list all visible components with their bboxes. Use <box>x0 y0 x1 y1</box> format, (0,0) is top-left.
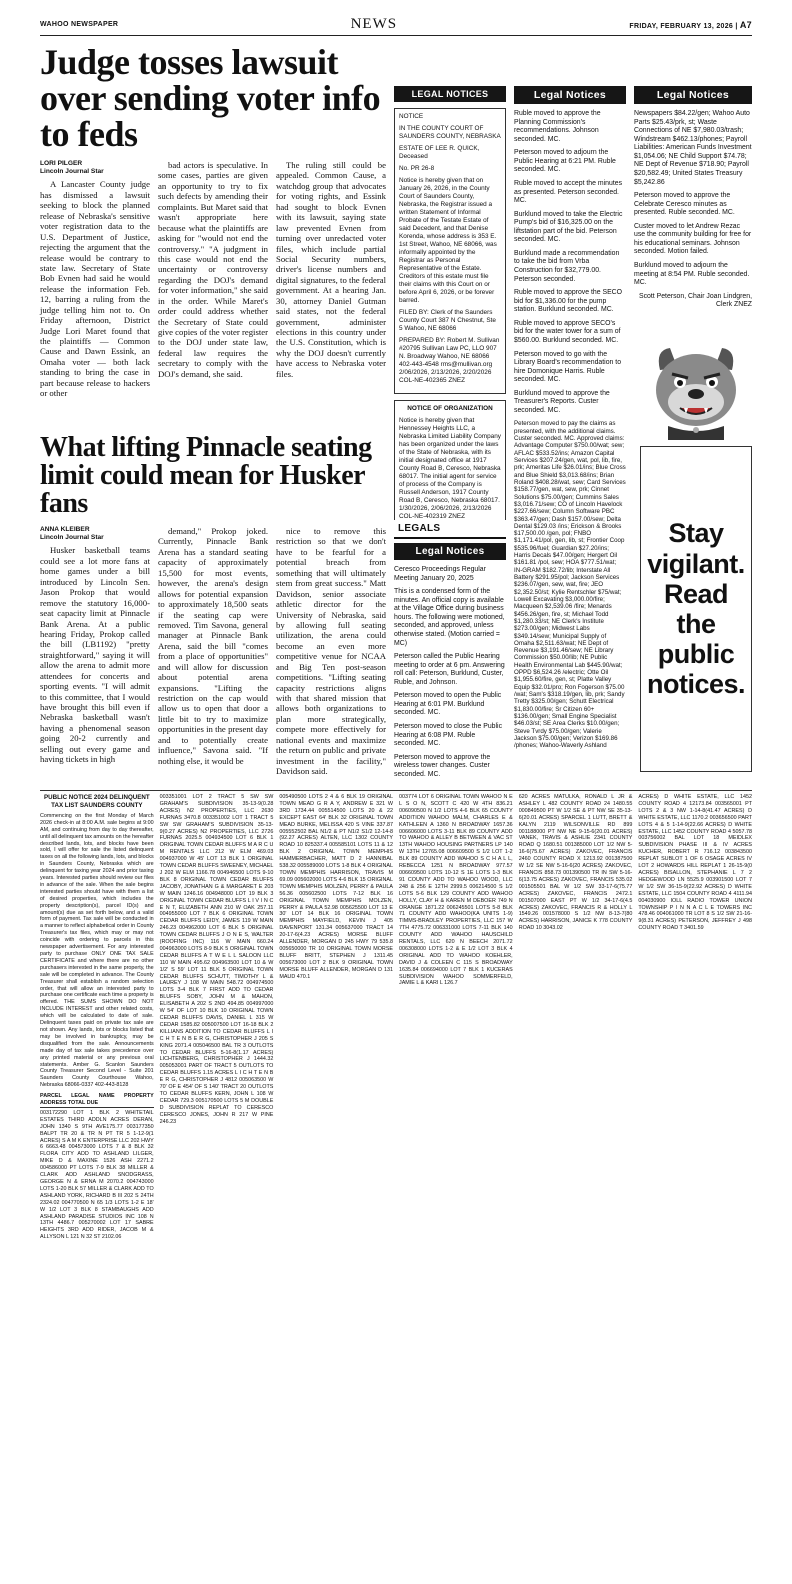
story1-headline[interactable]: Judge tosses lawsuit over sending voter info to feds <box>40 42 381 154</box>
story1-byline-name: LORI PILGER <box>40 160 83 167</box>
legals-header: Legal Notices <box>394 543 506 560</box>
story1-col2: bad actors is speculative. In some cases, parties are given an opportunity to try to fix such defects by amending their complaints. But Maret said that wasn't appropriate here because what the plaintiffs are asking for "would not end the controversy." "A judgment in this case would not end the uncertainty or controversy regarding the DOJ's demand for voter information," she said in the order. While Maret's order could address whether the Secretary of State could give copies of the voter register to the DOJ under state law, federal law requires the secretary to comply with the DOJ's demand, she said. <box>158 160 268 379</box>
story2-col2: demand," Prokop joked. Currently, Pinnacle Bank Arena has a standard seating capacity of approximately 15,500 for most events, however, the arena's design allows for potential expansion to approximately 18,500 seats if the seating cap were removed. Tim Savona, general manager at Pinnacle Bank Arena, said the bill "comes from a place of opportunities" and will allow for discussion about potential arena expansions. "Lifting the restriction on the cap would allow us to open that door a little bit to try to maximize opportunities in the present day and to potentially create influence," Savona said. "If nothing else, it would be <box>158 526 268 766</box>
delinquent-tax-list <box>40 794 752 1576</box>
tax-list-col1: PUBLIC NOTICE 2024 DELINQUENT TAX LIST SAUNDERS COUNTY Commencing on the first Monday of March 2026 check-in at 8:00 A.M. sale begins at 9:00 AM, and continuing from day to day thereafter, until all delinquent tax amounts on the hereafter described lands, lots, and blocks have been sold, I will offer for sale the listed delinquent taxes on all the following lands, lots, and blocks in Saunders County, Nebraska which are delinquent for taxing year 2024 and prior taxing years. Interested parties should review our files in advance of the sale. When the sale begins interested parties should have with them a list of desired properties, which includes the property description(s), parcel ID(s) and amount(s) due as set forth below, and a valid form of payment. Tax sale will be conducted in a manner to reflect alphabetical order in County Treasurer's tax files, which may or may not coincide with ordering to parcels in this newspaper advertisement. For any interested party to purchase ONLY ONE TAX SALE CERTIFICATE and where there are no other purchasers interested in the same property, the sale will be completed in advance. The County Treasurer shall establish a random selection order, that will allow an interested party to purchase one certificate each time a property is offered. THE SUMS SHOWN DO NOT INCLUDE INTEREST and other related costs, which will be calculated to date of sale. Delinquent taxes paid on private tax sale are not shown. Any lands, lots or blocks listed that may be involved in bankruptcy, may be disqualified from the sale. Announcements made day of tax sale takes precedence over any printed material or any previous oral statements. Amber G. Scanlon Saunders County Treasurer Second Level - Suite 201 Saunders County Courthouse Wahoo, Nebraska 68066-0337 402-443-8128 PARCEL LEGAL NAME PROPERTY ADDRESS TOTAL DUE 003172290 LOT 1 BLK 2 WHITETAIL ESTATES THIRD ADDLN ACRES DERAN, JOHN 1340 S 9TH AVE175.77 003177350 BALPT TR 20 & TR N PT TR 5 1-12-9(1 ACRES) S A M K ENTERPRISE LLC 202 HWY 6 6663.48 004573000 LOTS 7 & 8 BLK 32 FLORA CITY ADD TO ASHLAND LILGER, MIKE D & MAXINE 1526 ASH 2271.2 004586000 PT LOTS 7-9 BLK 38 MILLER & CLARK ADD ASHLAND SNODGRASS, GEORGE N & ERNA M 2070.2 004743000 LOTS 1-20 BLK 57 MILLER & CLARK ADD TO ASHLAND YORK, RICHARD B III 202 S 24TH 2324.02 004770500 N 65 1/3 LOTS 1-2 E 18' W 1/2 LOT 3 BLK 8 STAMBAUGHS ADD ASHLAND PARADISE STUDIOS INC 108 N 13TH 4486.7 005270002 LOT 17 SABRE HEIGHTS 3RD ADD RIDER, JACOB M & ALLYSON L 121 N 32 ST 2102.06 <box>40 794 154 1241</box>
story2-headline[interactable]: What lifting Pinnacle seating limit could mean for Husker fans <box>40 432 372 519</box>
legals-tag: LEGALS <box>394 520 506 539</box>
tax-list-title: PUBLIC NOTICE 2024 DELINQUENT TAX LIST SAUNDERS COUNTY <box>44 794 150 809</box>
parcel-header: PARCEL LEGAL NAME PROPERTY ADDRESS TOTAL DUE <box>40 1093 154 1107</box>
public-notices-promo[interactable]: Stay vigilant. Read the public notices. <box>640 446 752 772</box>
legal-notices-header-2: Legal Notices <box>514 86 626 104</box>
story1-col1 <box>40 160 150 399</box>
story1-byline-org: Lincoln Journal Star <box>40 168 104 176</box>
story2-byline-name: ANNA KLEIBER <box>40 526 90 533</box>
masthead-left: WAHOO NEWSPAPER <box>40 21 119 28</box>
legals-lower <box>394 520 506 784</box>
story2-col1: ANNA KLEIBER Lincoln Journal Star Husker basketball teams could see a lot more fans at home games under a bill introduced by Lincoln Sen. Jason Prokop that would remove the statutory 16,000-seat capacity limit at Pinnacle Bank Arena. At a public hearing Friday, Prokop called the bill (LB1192) "pretty straightforward," saying it will allow the arena to admit more attendees for concerts and sporting events. "I will admit to this committee, that I would have brought this bill even if Nebraska basketball wasn't having a phenomenal season going 20-2 currently and selling out every game and having tickets in high <box>40 526 150 765</box>
section-title: NEWS <box>350 16 398 32</box>
date-page: FRIDAY, FEBRUARY 13, 2026 | A7 <box>629 19 752 30</box>
story1-col3: The ruling still could be appealed. Common Cause, a watchdog group that advocates for voting rights, and Essink had sought to block Evnen with its lawsuit, saying state law prevented Evnen from turning over unredacted voter files, which include partial Social Security numbers, driver's license numbers and digital signatures, to the federal government. At a hearing Jan. 30, attorney Daniel Gutman said states, not the federal government, administer elections in this country under the U.S. Constitution, which is why the DOJ doesn't currently have access to Nebraska voter files. <box>276 160 386 379</box>
ceresco-proceedings: Ceresco Proceedings Regular Meeting January 20, 2025 This is a condensed form of the minutes. An official copy is available at the Village Office during business hours. The following were motioned, seconded, and approved, unless otherwise stated. (Motion carried = MC) Peterson called the Public Hearing meeting to order at 6 pm. Answering roll call: Peterson, Burklund, Custer, Ruble, and Johnson. Peterson moved to open the Public Hearing at 6:01 PM. Burklund seconded. MC. Peterson moved to close the Public Hearing at 6:08 PM. Ruble seconded. MC. Peterson moved to approve the wireless tower changes. Custer seconded. MC. <box>394 566 505 778</box>
tax-list-col2: 003351001 LOT 2 TRACT 5 SW SW GRAHAM'S SUBDIVISION 35-13-9(0.28 ACRES) N2 PROPERTIES, LLC 2630 FURNAS 3470.8 003351002 LOT 1 TRACT 5 SW SW GRAHAM'S SUBDIVISION 35-13-9(0.27 ACRES) N2 PROPERTIES, LLC 2726 FURNAS 2025.5 004934500 LOT 6 BLK 1 ORIGINAL TOWN CEDAR BLUFFS M A R C U M RENTALS LLC 212 W ELM 469.03 004937000 W 45' LOT 13 BLK 1 ORIGINAL TOWN CEDAR BLUFFS SWEENEY, MICHAEL J 202 W ELM 1166.78 004946500 LOTS 9-10 BLK 8 ORIGINAL TOWN CEDAR BLUFFS JACOBY, JONATHAN G & MARGARET E 203 W MAIN 1246.16 004948000 LOT 19 BLK 3 ORIGINAL TOWN CEDAR BLUFFS L I V I N C E N T, ELIZABETH ANN 210 W OAK 257.11 004955000 LOT 7 BLK 6 ORIGINAL TOWN CEDAR BLUFFS LEIDY, JAMES 119 W MAIN 246.23 004962000 LOT 6 BLK 5 ORIGINAL TOWN CEDAR BLUFFS J O N E S, WALTER (ROOFING INC) 116 W MAIN 660.24 004963000 LOTS 8-9 BLK 5 ORIGINAL TOWN CEDAR BLUFFS A T W E L L SALOON LLC 110 W MAIN 495.62 004963500 LOT 10 & W 1/2' S 59' LOT 11 BLK 5 ORIGINAL TOWN CEDAR BLUFFS SCHUTT, TIMOTHY L & LAUREY J 108 W MAIN 548.72 004974500 LOTS 3-4 BLK 7 FIRST ADD TO CEDAR BLUFFS SOBY, JOHN M & MAHON, ELISABETH A 202 S 2ND 494.85 004997000 W 54' OF LOT 10 BLK 10 ORIGINAL TOWN CEDAR BLUFFS DAVIS, DANIEL L 315 W CEDAR 1585.82 005007500 LOT 16-18 BLK 2 KILLIANS ADDITION TO CEDAR BLUFFS L I C H T E N B E R G, CHRISTOPHER J 205 S KING 2071.4 005046500 BAL TR 3 OUTLOTS TO CEDAR BLUFFS 5-16-8(1.17 ACRES) LICHTENBERG, CHRISTOPHER J 1444.32 005053001 PART OF TRACT 5 OUTLOTS TO CEDAR BLUFFS 1.15 ACRES L I C H T E N B E R G, CHRISTOPHER J 4812 005063500 W 70' OF E 454' OF S 140' TRACT 20 OUTLOTS TO CEDAR BLUFFS KERN, JOHN L 108 W CEDAR 729.3 005170500 LOTS 5 M DOUBLE D SUBDIVISION REPLAT TO CERESCO CERESCO JONES, JOHN R 217 W PINE 246.23 <box>159 794 274 1125</box>
bulldog-icon <box>640 340 752 440</box>
tax-list-col6: ACRES) D WHITE ESTATE, LLC 1452 COUNTY ROAD 4 12173.84 003565001 PT LOTS 2 & 3 NW 1-14-8(41.47 ACRES) D WHITE ESTATE, LLC 1170.2 003656500 PART LOTS 4 & 5 1-14-9(22.66 ACRES) D WHITE ESTATE, LLC 1452 COUNTY ROAD 4 5057.78 003756002 BAL LOT 18 MEIDLEX SUBDIVISION PHASE III & IV ACRES KUCHER, ROBERT R 716.12 003843500 REPLAT SUBLOT 1 OF 6 OSAGE ACRES IV LOT 2 HOWARDS HILL REPLAT 1 26-15-9(0 ACRES) BISALLON, STEPHANIE L 7 2 HEDGEWOOD LN 5525.9 003901500 LOT 7 W 1/2 SW 36-15-9(22.92 ACRES) D WHITE ESTATE, LLC 1504 COUNTY ROAD 4 4111.94 004030900 IOLL RADIO TOWER UNION TOWNSHIP P I N N A C L E TOWERS INC 478.46 004061000 TR LOT 8 S 1/2 SW 21-16-9(8.31 ACRES) PETERSON, JEFFREY J 498 COUNTY ROAD T 3401.59 <box>638 794 753 932</box>
story-voter-lawsuit <box>40 44 386 399</box>
bulldog-illustration <box>640 340 752 440</box>
tax-list-col5: 620 ACRES MATULKA, RONALD L JR & ASHLEY L 482 COUNTY ROAD 24 1480.55 000849500 PT W 1/2 SE & PT NW SE 35-13-6(20.01 ACRES) SPARCEL 1 LUTT, BRETT & KALYN 2119 WILSONVILLE RD 899 001188000 PT NW NE 9-15-6(20.01 ACRES) VANEK, TRAVIS & ASHLIE 2341 COUNTY ROAD Q 1680.51 001385000 LOT 1/2 NW 5-16-6(75.67 ACRES) ZAKOVEC, FRANCIS 2460 COUNTY ROAD X 1213.92 001387500 W 1/2 SE NW 5-16-6(20 ACRES) ZAKOVEC, FRANCIS 858.73 001390500 TR IN SW 5-16-6(13.75 ACRES) ZAKOVEC, FRANCIS 535.02 001505501 BAL W 1/2 SW 33-17-6(75.77 ACRES) ZAKOVEC, FRANCIS 2472.1 001507000 EAST PT W 1/2 34-17-6(4.5 ACRES) ZAKOVEC, FRANCIS R & HOLLY L 1549.26 001578000 S 1/2 NW 8-13-7(80 ACRES) HARRISON, JANICE K 778 COUNTY ROAD 10 3043.02 <box>518 794 633 932</box>
story2-byline-org: Lincoln Journal Star <box>40 534 104 542</box>
legal-notices-col2: Legal Notices Ruble moved to approve the Planning Commission's recommendations. Johnson seconded. MC. Peterson moved to adjourn the Public Hearing at 6:21 PM. Ruble seconded. MC. Ruble moved to accept the minutes as presented. Peterson seconded. MC. Burklund moved to take the Electric Pump's bid of $16,325.00 on the liftstation part of the bid. Peterson seconded. MC. Burklund made a recommendation to take the bid from Vrba Construction for $32,779.00. Peterson seconded. Ruble moved to approve the SECO bid for $1,336.00 for the pump station. Burklund seconded. MC. Ruble moved to approve SECO's bid for the water tower for a sum of $560.00. Burklund seconded. MC. Peterson moved to go with the Library Board's recommendation to hire Domonique Harris. Ruble seconded. MC. Burklund moved to approve the Treasurer's Reports. Custer seconded. MC. Peterson moved to pay the claims as presented, with the additional claims. Custer seconded. MC. Approved claims: Advantage Computer $750.00/wat; sew; AFLAC $533.52/ins; Amazon Capital Services $207.24/gen, wat, pol, lib, fire, prk; Ameritas Life $26.01/ins; Blue Cross and Blue Shield $3,013.68/ins; Brian Roland $408.28/wat, sew; Card Services $158.77/gen, wat, sew, prk; Cinnet Solutions $75.00/gen; Cummins Sales $3,016.71/sew; CO of Lincoln Havelock $227.66/sew; Column Software PBC $363.47/gen; Dash $157.00/sew; Delta Dental $129.03 /ins; Erickson & Brooks $17,500.00 /gen, pol; FNBO $1,171.41/pol, gen, lib, st; Frontier Coop $535.96/fuel; Guardian $27.20/ins; Harris Decals $47.00/gen; Hergert Oil $161.81 /pol, sew; HOA $777.51/wat; IN-GRAM $182.72/lib; Interstate All Battery $291.95/pol; Jackson Services $236.07/gen, sew, wat, fire; JEO $2,352.50/st; Kylie Rentschler $75/wat; Lowell Excavating $3,000.00/fire; Macqueen $2,539.06 /fire; Menards $456.26/gen, fire, st; Michael Todd $1,280.33/st; NE Clerk's Institute $273.00/gen; Midwest Labs $349.14/sew; Municipal Supply of Omaha $2,511.63/wat; NE Dept of Revenue $3,191.46/sew; NE Library Commission $50.00/lib; NE Public Health Environmental Lab $445.90/wat; OPPD $6,524.26 /electric; Otte Oil $1,955.60/fire, gen, st; Platte Valley Equip $32.01/pro; Ron Fogerson $75.00 /wat; Sam's $318.19/gen, lib, prk; Sandy Tretty $325.00/gen; Schutt Electrical $1,830.00/fire; Sr Citizen 60+ $136.00/gen; Small Engine Specialist $46.03/st; SE Area Clerks $10.00/gen; Steve Tvrdy $75.00/gen; Valerie Jackson $75.00/gen; Verizon $169.86 /phones; Wahoo-Waverly Ashland <box>514 86 626 755</box>
story-pinnacle-seating <box>40 434 386 777</box>
organization-notice: NOTICE OF ORGANIZATION Notice is hereby given that Hennessey Heights LLC, a Nebraska Limited Liability Company has been organized under the laws of the State of Nebraska, with its initial designated office at 1917 County Road B, Ceresco, Nebraska 68017. The initial agent for service of process of the Company is Russell Anderson, 1917 County Road B, Ceresco, Nebraska 68017. 1/30/2026, 2/06/2026, 2/13/2026 COL-NE-402319 ZNEZ <box>394 400 506 530</box>
tax-list-col3: 005490500 LOTS 2 4 & 6 BLK 19 ORIGINAL TOWN MEAD G R A Y, ANDREW E 321 W 3RD 1734.44 005514500 LOTS 20 & 22 EXCEPT EAST 64' BLK 32 ORIGINAL TOWN MEAD BURKE, MELISSA 420 S VINE 337.87 005552502 BAL N1/2 & PT N1/2 S1/2 12-14-8 (92.27 ACRES) ALTEN, LLC 1302 COUNTY ROAD 10 825337.4 005585101 LOTS 11 & 12 BLK 2 ORIGINAL TOWN MEMPHIS HAMMERBACHER, MATT D 2 HANNIBAL 538.32 005589000 LOTS 1-8 BLK 4 ORIGINAL TOWN MEMPHIS HARRISON, TRAVIS M 69.09 005602000 LOTS 4-6 BLK 15 ORIGINAL TOWN MEMPHIS MOLZEN, PERRY & PAULA 56.36 005602500 LOTS 7-12 BLK 16 ORIGINAL TOWN MEMPHIS MOLZEN, PERRY & PAULA 52.98 005625500 LOT 13 E 30' LOT 14 BLK 16 ORIGINAL TOWN MEMPHIS MAYFIELD, KEVIN J 405 DAVENPORT 131.34 005637000 TRACT 14 20-17-6(4.23 ACRES) MORSE BLUFF ALLENDER, MORGAN D 245 HWY 79 535.8 005650000 TR 10 ORIGINAL TOWN MORSE BLUFF BRITT, STEPHEN J 1311.45 005673000 LOT 2 BLK 9 ORIGINAL TOWN MORSE BLUFF ALLENDER, MORGAN D 131 MAUD 470.1 <box>279 794 394 980</box>
page-header <box>40 14 752 36</box>
legal-notices-header: LEGAL NOTICES <box>394 86 506 102</box>
legal-notices-col3: Legal Notices Newspapers $84.22/gen; Wahoo Auto Parts $25.43/prk, st; Waste Connections of NE $7,980.03/trash; Windstream $462.13/phones; Payroll Liabilities: American Funds Investment $1,054.06; NE Child Support $74.78; NE Dept of Revenue $718.90; Payroll $20,582.49; United States Treasury $5,242.86 Peterson moved to approve the Celebrate Ceresco minutes as presented. Ruble seconded. MC. Custer moved to let Andrew Rezac use the community building for free for his educational seminars. Johnson seconded. Motion failed. Burklund moved to adjourn the meeting at 8:54 PM. Ruble seconded. MC. Scott Peterson, Chair Joan Lindgren, Clerk ZNEZ <box>634 86 752 315</box>
legal-notices-col1 <box>394 86 506 530</box>
estate-notice: NOTICE IN THE COUNTY COURT OF SAUNDERS COUNTY, NEBRASKA ESTATE OF LEE R. QUICK, Deceased No. PR 26-8 Notice is hereby given that on January 26, 2026, in the County Court of Saunders County, Nebraska, the Registrar issued a written Statement of Informal Probate of the Testate Estate of said Decedent, and that Denise Korenda, whose address is 353 E. 1st Street, Wahoo, NE 68066, was informally appointed by the Registrar as Personal Representative of the Estate. Creditors of this estate must file their claims with this Court on or before April 6, 2026, or be forever barred. FILED BY: Clerk of the Saunders County Court 387 N Chestnut, Ste 5 Wahoo, NE 68066 PREPARED BY: Robert M. Sullivan #20795 Sullivan Law PC, LLO 907 N. Broadway Wahoo, NE 68066 402-443-4548 rms@mullivan.org 2/06/2026, 2/13/2026, 2/20/2026 COL-NE-402365 ZNEZ <box>394 108 506 394</box>
legal-notices-header-3: Legal Notices <box>634 86 752 104</box>
story2-col3: nice to remove this restriction so that we don't have to be fearful for a potential breach from something that will ultimately stem from great success." Matt Davidson, senior associate athletic director for the University of Nebraska, said by allowing full seating utilization, the arena could become an even more competitive venue for NCAA and Big Ten post-season competitions. "Lifting seating capacity restrictions aligns with that shared mission that allows both organizations to plan more strategically, compete more effectively for national events and maximize the return on public and private investment in the facility," Davidson said. <box>276 526 386 777</box>
tax-list-col4: 003774 LOT 6 ORIGINAL TOWN WAHOO N E L S O N, SCOTT C 420 W 4TH 836.21 006090500 N 1/2 LOTS 4-6 BLK 65 COUNTY ADDITION WAHOO MALM, CHARLES E & KATHLEEN A 1360 N BROADWAY 1657.36 006606000 LOTS 3-11 BLK 89 COUNTY ADD TO WAHOO & ALLEY B BETWEEN & VAC ST 13TH WAHOO HOUSING PARTNERS LP 140 W 13TH 12765.08 006609500 S 1/2 LOT 1-2 BLK 89 COUNTY ADD WAHOO S C H A L L, REBECCA 1251 N BROADWAY 977.57 006609500 LOTS 10-12 S 1E LOTS 1-3 BLK 91 COUNTY ADD TO WAHOO WOOD, LLC 248 & 256 E 12TH 2999.5 006214500 S 1/2 LOTS 5-6 BLK 129 COUNTY ADD WAHOO HOLLY, CLAY H & KAREN M DEBOER 749 N ORANGE 1871.22 006245501 LOTS 5-8 BLK 71 COUNTY ADD WAHOO(KA UNITS 1-9) TIMMS-BRADLEY PROPERTIES, LLC 157 W 7TH 4775.72 006331000 LOTS 7-11 BLK 140 COUNTY ADD WAHOO HAUSCHILD RENTALS, LLC 620 N BEECH 2071.72 006308000 LOTS 1-2 & E 1/2 LOT 3 BLK 4 ORIGINAL ADD TO WAHOO KOEHLER, DAVID J & COLEEN C 115 S BROADWAY 1635.84 006694000 LOT 7 BLK 1 KUCERAS SUBDIVISION WAHOO SOMMERFELD, JAMIE L & KARI L 126.7 <box>399 794 513 987</box>
story1-text1: A Lancaster County judge has dismissed a lawsuit seeking to block the planned release of Nebraska's sensitive voter registration data to the U.S. Department of Justice, rejecting the argument that the release would be contrary to state law. Secretary of State Bob Evnen had said he would release the information Feb. 12, barring a ruling from the judge telling him not to. On Friday afternoon, District Judge Lori Maret found that the plaintiffs — Common Cause and Dawn Essink, an Omaha voter — both lack standing to bring the case in part because release to hackers or other <box>40 179 150 399</box>
